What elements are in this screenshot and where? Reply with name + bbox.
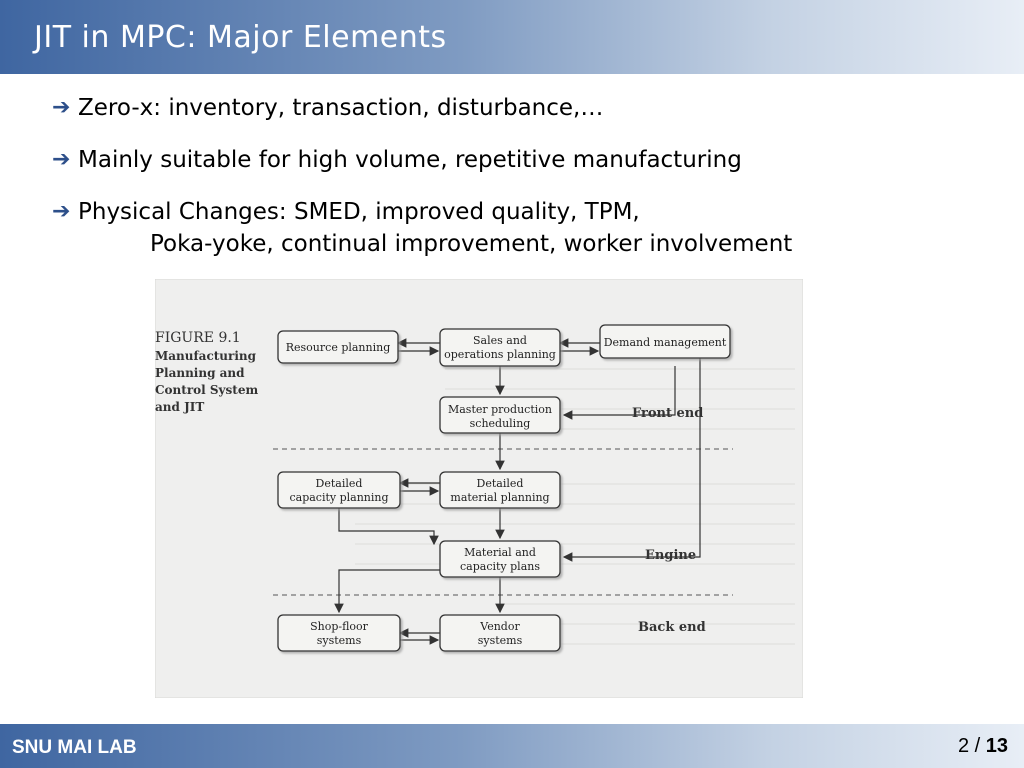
- material-capacity-plans-box: [440, 541, 560, 577]
- demand-management-box: [600, 325, 730, 358]
- box-label: Demand management: [603, 336, 727, 349]
- page-number: [958, 735, 1008, 758]
- bullet-item: [52, 144, 992, 176]
- box-label: scheduling: [469, 417, 531, 430]
- box-label: systems: [316, 634, 362, 647]
- caption-line: FIGURE 9.1: [155, 330, 241, 346]
- box-label: Detailed: [476, 477, 524, 490]
- slide-title: JIT in MPC: Major Elements: [34, 20, 447, 55]
- bullet-item: [52, 92, 992, 124]
- box-label: Shop-floor: [310, 620, 368, 633]
- master-production-scheduling-box: [440, 397, 560, 433]
- bullet-item: [52, 196, 992, 260]
- box-label: Master production: [447, 403, 553, 416]
- box-label: Detailed: [315, 477, 363, 490]
- box-label: material planning: [450, 491, 550, 504]
- caption-line: Manufacturing: [155, 349, 257, 363]
- box-label: capacity plans: [460, 560, 540, 573]
- bullet-continuation: Poka-yoke, continual improvement, worker involvement: [150, 231, 793, 257]
- detailed-capacity-planning-box: [278, 472, 400, 508]
- sales-operations-planning-box: [440, 329, 560, 366]
- box-label: Resource planning: [285, 341, 391, 354]
- lab-name: SNU MAI LAB: [12, 737, 137, 758]
- detailed-material-planning-box: [440, 472, 560, 508]
- caption-line: and JIT: [155, 400, 205, 414]
- page-total: 13: [985, 735, 1008, 757]
- bullet-text: Zero-x: inventory, transaction, disturbance,…: [78, 95, 604, 121]
- footer-bar: [0, 724, 1024, 768]
- page-separator: /: [974, 735, 981, 757]
- box-label: systems: [477, 634, 523, 647]
- title-bar: [0, 0, 1024, 74]
- bullet-list: [52, 92, 992, 280]
- arrow-right-icon: ➔: [52, 95, 71, 120]
- caption-line: Planning and: [155, 366, 245, 380]
- back-end-label: Back end: [638, 620, 706, 635]
- arrow-right-icon: ➔: [52, 147, 71, 172]
- vendor-systems-box: [440, 615, 560, 651]
- shop-floor-systems-box: [278, 615, 400, 651]
- engine-label: Engine: [645, 548, 697, 563]
- box-label: capacity planning: [289, 491, 389, 504]
- caption-line: Control System: [155, 383, 259, 397]
- bullet-text: Mainly suitable for high volume, repetitive manufacturing: [78, 147, 742, 173]
- arrow-right-icon: ➔: [52, 199, 71, 224]
- front-end-label: Front end: [632, 406, 704, 421]
- mpc-jit-diagram: [155, 279, 803, 698]
- resource-planning-box: [278, 331, 398, 363]
- box-label: Material and: [464, 546, 536, 559]
- page-current: 2: [957, 735, 970, 757]
- bullet-text: Physical Changes: SMED, improved quality, TPM,: [78, 199, 640, 225]
- box-label: operations planning: [444, 348, 556, 361]
- box-label: Sales and: [473, 334, 527, 347]
- box-label: Vendor: [480, 620, 520, 633]
